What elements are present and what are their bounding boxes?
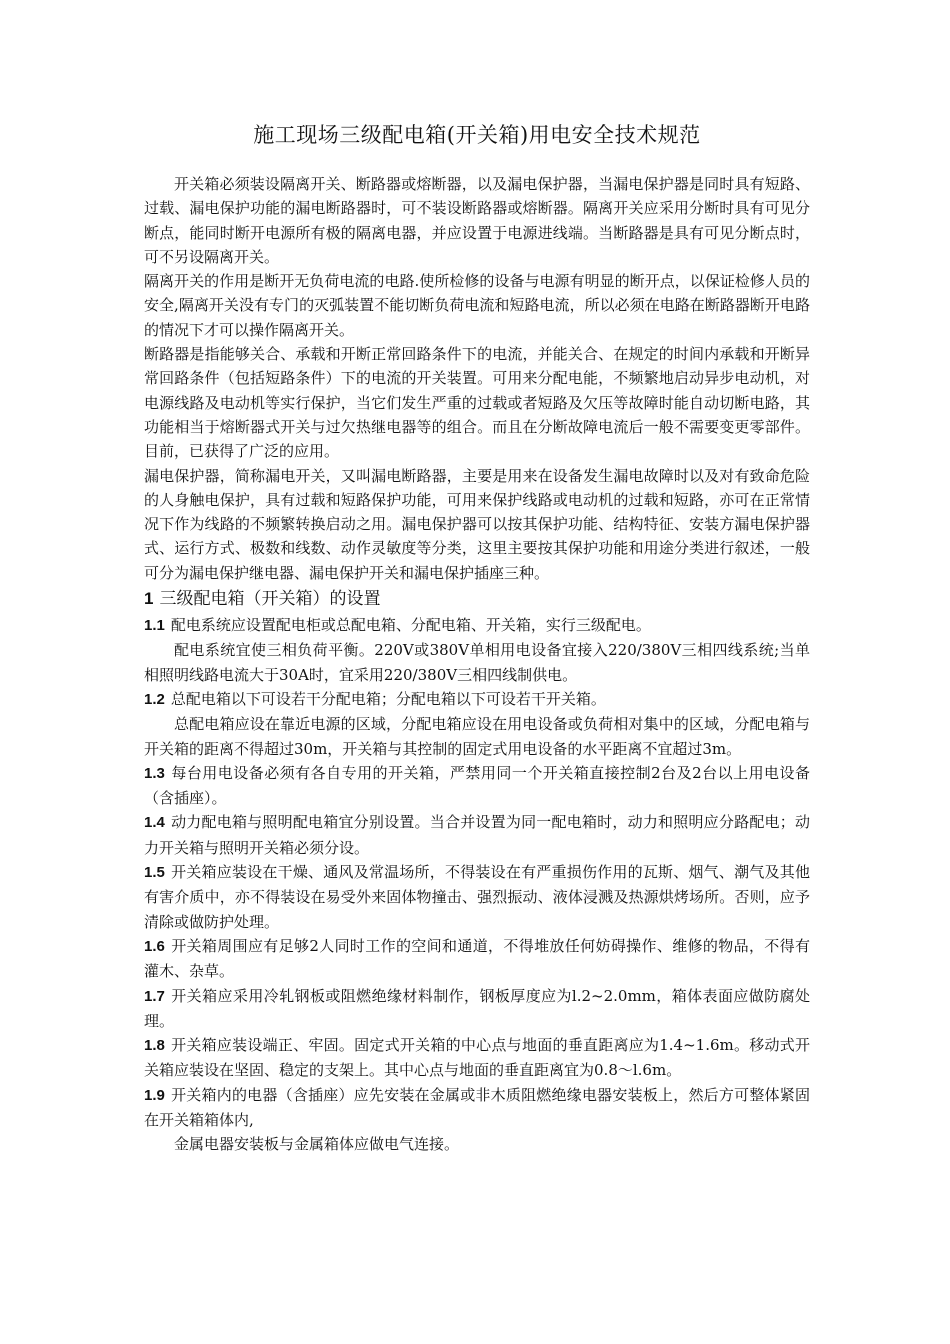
section-heading [144, 585, 810, 613]
clause-continuation: 金属电器安装板与金属箱体应做电气连接。 [174, 1135, 460, 1154]
intro-paragraph: 开关箱必须装设隔离开关、断路器或熔断器，以及漏电保护器，当漏电保护器是同时具有短路、过载、漏电保护功能的漏电断路器时，可不装设断路器或熔断器。隔离开关应采用分断时具有可见分断点，能同时断开电源所有极的隔离电器，并应设置于电源进线端。当断路器是具有可见分断点时，可不另设隔离开关。 [144, 175, 810, 266]
document-title: 施工现场三级配电箱(开关箱)用电安全技术规范 [253, 123, 701, 147]
clause-number: 1.9 [144, 1086, 165, 1104]
section-heading-text: 三级配电箱（开关箱）的设置 [159, 589, 381, 610]
clause [144, 687, 810, 712]
clause-text: 开关箱内的电器（含插座）应先安装在金属或非木质阻燃绝缘电器安装板上，然后方可整体紧固在开关箱箱体内, [144, 1085, 810, 1129]
clause-number: 1.1 [144, 617, 165, 635]
clause-text: 开关箱应装设在干燥、通风及常温场所，不得装设在有严重损伤作用的瓦斯、烟气、潮气及其他有害介质中，亦不得装设在易受外来固体物撞击、强烈振动、液体浸溅及热源烘烤场所。否则，应予清除或做防护处理。 [144, 863, 810, 931]
intro-paragraph: 隔离开关的作用是断开无负荷电流的电路.使所检修的设备与电源有明显的断开点，以保证检修人员的安全,隔离开关没有专门的灭弧装置不能切断负荷电流和短路电流，所以必须在电路在断路器断开电路的情况下才可以操作隔离开关。 [144, 272, 810, 339]
clause-continuation: 配电系统宜使三相负荷平衡。220V或380V单相用电设备宜接入220/380V三相四线系统;当单相照明线路电流大于30A时，宜采用220/380V三相四线制供电。 [144, 641, 810, 684]
clause-number: 1.8 [144, 1037, 165, 1055]
clause-text: 每台用电设备必须有各自专用的开关箱，严禁用同一个开关箱直接控制2台及2台以上用电设备（含插座）。 [144, 763, 810, 808]
clause [144, 761, 810, 811]
clause [144, 1033, 810, 1083]
clause-text: 配电系统应设置配电柜或总配电箱、分配电箱、开关箱，实行三级配电。 [170, 616, 651, 635]
clause-text: 总配电箱以下可设若干分配电箱；分配电箱以下可设若干开关箱。 [170, 689, 606, 708]
clause-continuation: 总配电箱应设在靠近电源的区域，分配电箱应设在用电设备或负荷相对集中的区域，分配电箱与开关箱的距离不得超过30m，开关箱与其控制的固定式用电设备的水平距离不宜超过3m。 [144, 715, 810, 758]
clause [144, 860, 810, 934]
clause [144, 934, 810, 984]
section-number: 1 [144, 589, 154, 609]
clause-number: 1.7 [144, 987, 165, 1005]
intro-paragraph: 断路器是指能够关合、承载和开断正常回路条件下的电流，并能关合、在规定的时间内承载和开断异常回路条件（包括短路条件）下的电流的开关装置。可用来分配电能，不频繁地启动异步电动机，对电源线路及电动机等实行保护，当它们发生严重的过载或者短路及欠压等故障时能自动切断电路，其功能相当于熔断器式开关与过欠热继电器等的组合。而且在分断故障电流后一般不需要变更零部件。目前，已获得了广泛的应用。 [144, 345, 810, 461]
clause-number: 1.4 [144, 814, 165, 832]
clause-text: 开关箱周围应有足够2人同时工作的空间和通道，不得堆放任何妨碍操作、维修的物品，不得有灌木、杂草。 [144, 936, 810, 981]
clause-number: 1.6 [144, 937, 165, 955]
clause-number: 1.2 [144, 690, 165, 708]
clause-text: 开关箱应装设端正、牢固。固定式开关箱的中心点与地面的垂直距离应为1.4~1.6m。移动式开关箱应装设在坚固、稳定的支架上。其中心点与地面的垂直距离宜为0.8～l.6m。 [144, 1036, 810, 1080]
clause-text: 开关箱应采用冷轧钢板或阻燃绝缘材料制作，钢板厚度应为l.2~2.0mm，箱体表面应做防腐处理。 [144, 986, 810, 1030]
clause [144, 810, 810, 860]
intro-paragraph: 漏电保护器，简称漏电开关，又叫漏电断路器，主要是用来在设备发生漏电故障时以及对有致命危险的人身触电保护，具有过载和短路保护功能，可用来保护线路或电动机的过载和短路，亦可在正常情况下作为线路的不频繁转换启动之用。漏电保护器可以按其保护功能、结构特征、安装方漏电保护器式、运行方式、极数和线数、动作灵敏度等分类，这里主要按其保护功能和用途分类进行叙述，一般可分为漏电保护继电器、漏电保护开关和漏电保护插座三种。 [144, 466, 810, 582]
clause [144, 613, 810, 638]
clause [144, 1083, 810, 1133]
clause-number: 1.3 [144, 764, 165, 782]
clause-number: 1.5 [144, 864, 165, 882]
clause [144, 984, 810, 1034]
clause-text: 动力配电箱与照明配电箱宜分别设置。当合并设置为同一配电箱时，动力和照明应分路配电；动力开关箱与照明开关箱必须分设。 [144, 813, 810, 857]
document-body [144, 120, 810, 1157]
